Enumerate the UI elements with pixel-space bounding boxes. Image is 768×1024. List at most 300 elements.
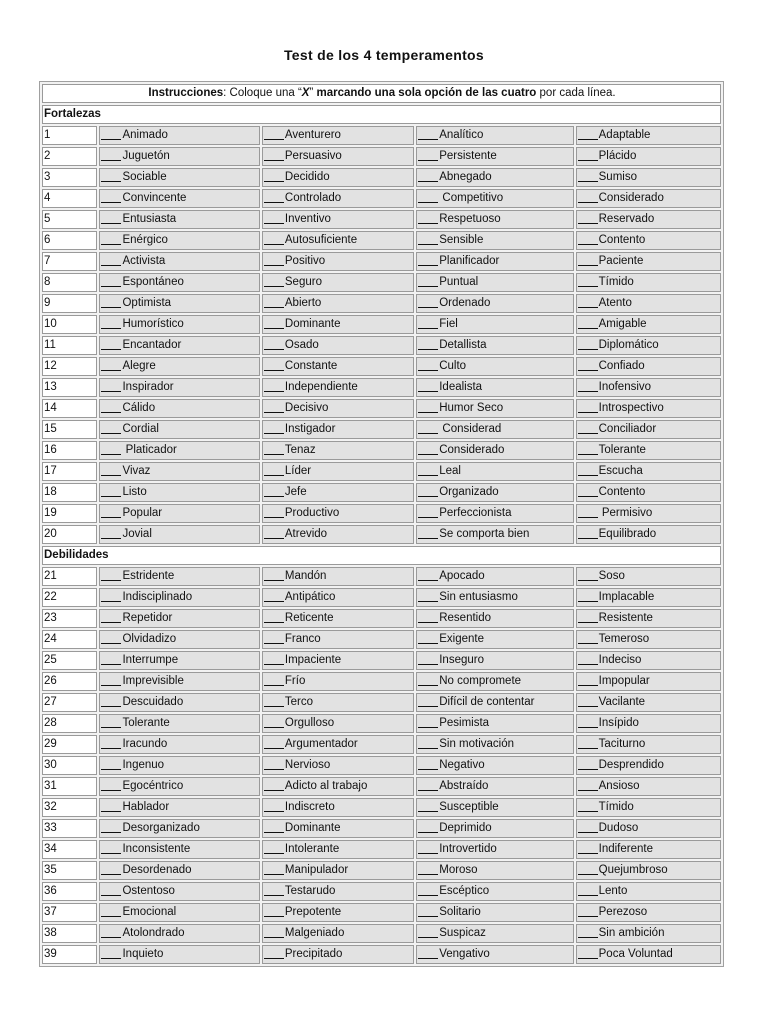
answer-blank[interactable] — [578, 757, 598, 770]
option-cell[interactable] — [576, 672, 721, 691]
option-cell[interactable] — [262, 315, 414, 334]
answer-blank[interactable] — [101, 253, 121, 266]
option-cell[interactable] — [576, 714, 721, 733]
option-cell[interactable] — [576, 588, 721, 607]
answer-blank[interactable] — [418, 610, 438, 623]
answer-blank[interactable] — [578, 484, 598, 497]
option-cell[interactable] — [576, 693, 721, 712]
answer-blank[interactable] — [418, 904, 438, 917]
answer-blank[interactable] — [578, 715, 598, 728]
answer-blank[interactable] — [578, 232, 598, 245]
answer-blank[interactable] — [264, 904, 284, 917]
option-cell[interactable] — [416, 588, 573, 607]
option-cell[interactable] — [99, 147, 259, 166]
option-cell[interactable] — [99, 924, 259, 943]
answer-blank[interactable] — [578, 925, 598, 938]
option-cell[interactable] — [262, 567, 414, 586]
option-cell[interactable] — [99, 840, 259, 859]
option-cell[interactable] — [416, 609, 573, 628]
option-cell[interactable] — [262, 357, 414, 376]
option-cell[interactable] — [99, 630, 259, 649]
answer-blank[interactable] — [418, 799, 438, 812]
option-cell[interactable] — [576, 420, 721, 439]
answer-blank[interactable] — [264, 358, 284, 371]
answer-blank[interactable] — [578, 463, 598, 476]
option-cell[interactable] — [99, 819, 259, 838]
answer-blank[interactable] — [101, 421, 121, 434]
option-cell[interactable] — [576, 252, 721, 271]
option-cell[interactable] — [576, 462, 721, 481]
option-cell[interactable] — [99, 483, 259, 502]
answer-blank[interactable] — [418, 232, 438, 245]
option-cell[interactable] — [99, 441, 259, 460]
option-cell[interactable] — [99, 945, 259, 964]
option-cell[interactable] — [262, 840, 414, 859]
option-cell[interactable] — [576, 231, 721, 250]
answer-blank[interactable] — [578, 652, 598, 665]
answer-blank[interactable] — [418, 694, 438, 707]
option-cell[interactable] — [576, 147, 721, 166]
option-cell[interactable] — [262, 651, 414, 670]
option-cell[interactable] — [416, 315, 573, 334]
option-cell[interactable] — [576, 126, 721, 145]
answer-blank[interactable] — [418, 841, 438, 854]
option-cell[interactable] — [416, 651, 573, 670]
option-cell[interactable] — [416, 231, 573, 250]
answer-blank[interactable] — [264, 211, 284, 224]
answer-blank[interactable] — [101, 631, 121, 644]
answer-blank[interactable] — [578, 694, 598, 707]
option-cell[interactable] — [99, 294, 259, 313]
option-cell[interactable] — [99, 336, 259, 355]
answer-blank[interactable] — [264, 925, 284, 938]
option-cell[interactable] — [262, 861, 414, 880]
answer-blank[interactable] — [101, 883, 121, 896]
answer-blank[interactable] — [418, 337, 438, 350]
option-cell[interactable] — [262, 609, 414, 628]
option-cell[interactable] — [576, 357, 721, 376]
answer-blank[interactable] — [578, 883, 598, 896]
answer-blank[interactable] — [264, 127, 284, 140]
option-cell[interactable] — [576, 525, 721, 544]
option-cell[interactable] — [576, 483, 721, 502]
option-cell[interactable] — [576, 903, 721, 922]
answer-blank[interactable] — [418, 652, 438, 665]
option-cell[interactable] — [99, 882, 259, 901]
answer-blank[interactable] — [418, 169, 438, 182]
option-cell[interactable] — [99, 525, 259, 544]
answer-blank[interactable] — [418, 211, 438, 224]
answer-blank[interactable] — [418, 862, 438, 875]
option-cell[interactable] — [262, 231, 414, 250]
answer-blank[interactable] — [101, 316, 121, 329]
answer-blank[interactable] — [418, 379, 438, 392]
answer-blank[interactable] — [418, 316, 438, 329]
answer-blank[interactable] — [101, 505, 121, 518]
answer-blank[interactable] — [578, 421, 598, 434]
answer-blank[interactable] — [418, 568, 438, 581]
answer-blank[interactable] — [101, 757, 121, 770]
answer-blank[interactable] — [418, 946, 438, 959]
option-cell[interactable] — [262, 756, 414, 775]
answer-blank[interactable] — [578, 400, 598, 413]
option-cell[interactable] — [99, 462, 259, 481]
answer-blank[interactable] — [578, 379, 598, 392]
answer-blank[interactable] — [264, 568, 284, 581]
answer-blank[interactable] — [101, 715, 121, 728]
answer-blank[interactable] — [418, 295, 438, 308]
answer-blank[interactable] — [418, 715, 438, 728]
option-cell[interactable] — [416, 525, 573, 544]
option-cell[interactable] — [99, 378, 259, 397]
answer-blank[interactable] — [264, 442, 284, 455]
option-cell[interactable] — [99, 651, 259, 670]
option-cell[interactable] — [262, 588, 414, 607]
option-cell[interactable] — [576, 819, 721, 838]
option-cell[interactable] — [416, 840, 573, 859]
option-cell[interactable] — [262, 168, 414, 187]
answer-blank[interactable] — [578, 295, 598, 308]
answer-blank[interactable] — [578, 610, 598, 623]
answer-blank[interactable] — [578, 862, 598, 875]
option-cell[interactable] — [99, 714, 259, 733]
option-cell[interactable] — [576, 294, 721, 313]
answer-blank[interactable] — [418, 778, 438, 791]
option-cell[interactable] — [416, 399, 573, 418]
answer-blank[interactable] — [264, 694, 284, 707]
answer-blank[interactable] — [264, 232, 284, 245]
option-cell[interactable] — [262, 126, 414, 145]
answer-blank[interactable] — [418, 463, 438, 476]
option-cell[interactable] — [99, 567, 259, 586]
answer-blank[interactable] — [418, 631, 438, 644]
answer-blank[interactable] — [264, 337, 284, 350]
option-cell[interactable] — [99, 315, 259, 334]
answer-blank[interactable] — [101, 190, 121, 203]
answer-blank[interactable] — [264, 778, 284, 791]
answer-blank[interactable] — [578, 274, 598, 287]
answer-blank[interactable] — [101, 127, 121, 140]
option-cell[interactable] — [416, 294, 573, 313]
answer-blank[interactable] — [101, 673, 121, 686]
option-cell[interactable] — [99, 504, 259, 523]
answer-blank[interactable] — [101, 169, 121, 182]
option-cell[interactable] — [99, 777, 259, 796]
answer-blank[interactable] — [101, 820, 121, 833]
option-cell[interactable] — [416, 903, 573, 922]
answer-blank[interactable] — [264, 190, 284, 203]
option-cell[interactable] — [416, 273, 573, 292]
option-cell[interactable] — [416, 210, 573, 229]
option-cell[interactable] — [262, 273, 414, 292]
option-cell[interactable] — [99, 420, 259, 439]
answer-blank[interactable] — [264, 652, 284, 665]
option-cell[interactable] — [576, 840, 721, 859]
option-cell[interactable] — [416, 189, 573, 208]
option-cell[interactable] — [576, 735, 721, 754]
option-cell[interactable] — [262, 399, 414, 418]
answer-blank[interactable] — [264, 862, 284, 875]
answer-blank[interactable] — [264, 463, 284, 476]
option-cell[interactable] — [99, 399, 259, 418]
option-cell[interactable] — [262, 483, 414, 502]
answer-blank[interactable] — [418, 274, 438, 287]
option-cell[interactable] — [416, 798, 573, 817]
option-cell[interactable] — [262, 882, 414, 901]
answer-blank[interactable] — [578, 148, 598, 161]
option-cell[interactable] — [416, 462, 573, 481]
answer-blank[interactable] — [264, 736, 284, 749]
option-cell[interactable] — [576, 777, 721, 796]
answer-blank[interactable] — [264, 484, 284, 497]
answer-blank[interactable] — [578, 169, 598, 182]
answer-blank[interactable] — [101, 211, 121, 224]
answer-blank[interactable] — [101, 862, 121, 875]
option-cell[interactable] — [99, 693, 259, 712]
option-cell[interactable] — [576, 945, 721, 964]
answer-blank[interactable] — [101, 232, 121, 245]
option-cell[interactable] — [576, 504, 721, 523]
answer-blank[interactable] — [101, 400, 121, 413]
option-cell[interactable] — [99, 273, 259, 292]
answer-blank[interactable] — [418, 484, 438, 497]
option-cell[interactable] — [99, 903, 259, 922]
option-cell[interactable] — [99, 798, 259, 817]
option-cell[interactable] — [99, 126, 259, 145]
answer-blank[interactable] — [418, 589, 438, 602]
option-cell[interactable] — [262, 441, 414, 460]
option-cell[interactable] — [576, 651, 721, 670]
option-cell[interactable] — [576, 315, 721, 334]
answer-blank[interactable] — [264, 274, 284, 287]
answer-blank[interactable] — [578, 337, 598, 350]
option-cell[interactable] — [576, 861, 721, 880]
answer-blank[interactable] — [418, 190, 438, 203]
option-cell[interactable] — [416, 672, 573, 691]
answer-blank[interactable] — [101, 589, 121, 602]
option-cell[interactable] — [99, 357, 259, 376]
answer-blank[interactable] — [101, 568, 121, 581]
answer-blank[interactable] — [578, 946, 598, 959]
answer-blank[interactable] — [264, 946, 284, 959]
answer-blank[interactable] — [264, 316, 284, 329]
answer-blank[interactable] — [264, 715, 284, 728]
option-cell[interactable] — [416, 504, 573, 523]
option-cell[interactable] — [416, 924, 573, 943]
answer-blank[interactable] — [578, 211, 598, 224]
answer-blank[interactable] — [578, 841, 598, 854]
answer-blank[interactable] — [101, 484, 121, 497]
answer-blank[interactable] — [264, 673, 284, 686]
answer-blank[interactable] — [264, 841, 284, 854]
answer-blank[interactable] — [101, 274, 121, 287]
option-cell[interactable] — [416, 777, 573, 796]
option-cell[interactable] — [99, 588, 259, 607]
answer-blank[interactable] — [101, 925, 121, 938]
option-cell[interactable] — [416, 567, 573, 586]
option-cell[interactable] — [262, 903, 414, 922]
answer-blank[interactable] — [418, 253, 438, 266]
answer-blank[interactable] — [578, 190, 598, 203]
option-cell[interactable] — [576, 882, 721, 901]
answer-blank[interactable] — [264, 631, 284, 644]
answer-blank[interactable] — [578, 673, 598, 686]
option-cell[interactable] — [262, 945, 414, 964]
option-cell[interactable] — [576, 210, 721, 229]
option-cell[interactable] — [416, 420, 573, 439]
option-cell[interactable] — [576, 378, 721, 397]
option-cell[interactable] — [576, 189, 721, 208]
answer-blank[interactable] — [264, 610, 284, 623]
answer-blank[interactable] — [578, 778, 598, 791]
answer-blank[interactable] — [578, 316, 598, 329]
answer-blank[interactable] — [264, 589, 284, 602]
answer-blank[interactable] — [101, 148, 121, 161]
option-cell[interactable] — [99, 756, 259, 775]
option-cell[interactable] — [262, 252, 414, 271]
answer-blank[interactable] — [578, 253, 598, 266]
answer-blank[interactable] — [578, 820, 598, 833]
answer-blank[interactable] — [578, 736, 598, 749]
option-cell[interactable] — [262, 924, 414, 943]
option-cell[interactable] — [576, 798, 721, 817]
option-cell[interactable] — [99, 609, 259, 628]
answer-blank[interactable] — [264, 799, 284, 812]
option-cell[interactable] — [262, 735, 414, 754]
answer-blank[interactable] — [264, 253, 284, 266]
option-cell[interactable] — [99, 231, 259, 250]
option-cell[interactable] — [416, 126, 573, 145]
option-cell[interactable] — [416, 483, 573, 502]
option-cell[interactable] — [416, 357, 573, 376]
option-cell[interactable] — [416, 252, 573, 271]
option-cell[interactable] — [416, 735, 573, 754]
answer-blank[interactable] — [264, 379, 284, 392]
answer-blank[interactable] — [578, 442, 598, 455]
answer-blank[interactable] — [264, 148, 284, 161]
answer-blank[interactable] — [101, 841, 121, 854]
answer-blank[interactable] — [101, 736, 121, 749]
option-cell[interactable] — [262, 504, 414, 523]
option-cell[interactable] — [416, 378, 573, 397]
answer-blank[interactable] — [101, 652, 121, 665]
option-cell[interactable] — [416, 630, 573, 649]
answer-blank[interactable] — [578, 526, 598, 539]
answer-blank[interactable] — [418, 442, 438, 455]
answer-blank[interactable] — [264, 883, 284, 896]
option-cell[interactable] — [416, 168, 573, 187]
option-cell[interactable] — [262, 336, 414, 355]
option-cell[interactable] — [576, 924, 721, 943]
answer-blank[interactable] — [418, 673, 438, 686]
answer-blank[interactable] — [578, 358, 598, 371]
answer-blank[interactable] — [578, 127, 598, 140]
answer-blank[interactable] — [101, 946, 121, 959]
answer-blank[interactable] — [101, 778, 121, 791]
answer-blank[interactable] — [578, 799, 598, 812]
option-cell[interactable] — [99, 735, 259, 754]
option-cell[interactable] — [262, 714, 414, 733]
answer-blank[interactable] — [578, 568, 598, 581]
answer-blank[interactable] — [264, 820, 284, 833]
answer-blank[interactable] — [101, 337, 121, 350]
option-cell[interactable] — [99, 861, 259, 880]
answer-blank[interactable] — [418, 820, 438, 833]
option-cell[interactable] — [576, 273, 721, 292]
option-cell[interactable] — [576, 336, 721, 355]
option-cell[interactable] — [576, 399, 721, 418]
answer-blank[interactable] — [101, 610, 121, 623]
option-cell[interactable] — [576, 441, 721, 460]
option-cell[interactable] — [262, 672, 414, 691]
option-cell[interactable] — [576, 168, 721, 187]
option-cell[interactable] — [576, 630, 721, 649]
answer-blank[interactable] — [264, 526, 284, 539]
answer-blank[interactable] — [264, 169, 284, 182]
answer-blank[interactable] — [418, 127, 438, 140]
option-cell[interactable] — [99, 210, 259, 229]
answer-blank[interactable] — [101, 358, 121, 371]
option-cell[interactable] — [416, 945, 573, 964]
answer-blank[interactable] — [418, 925, 438, 938]
answer-blank[interactable] — [264, 757, 284, 770]
answer-blank[interactable] — [418, 526, 438, 539]
answer-blank[interactable] — [264, 400, 284, 413]
answer-blank[interactable] — [101, 694, 121, 707]
answer-blank[interactable] — [418, 505, 438, 518]
option-cell[interactable] — [416, 882, 573, 901]
answer-blank[interactable] — [101, 379, 121, 392]
option-cell[interactable] — [262, 798, 414, 817]
option-cell[interactable] — [262, 462, 414, 481]
option-cell[interactable] — [262, 819, 414, 838]
option-cell[interactable] — [416, 336, 573, 355]
option-cell[interactable] — [416, 714, 573, 733]
answer-blank[interactable] — [101, 526, 121, 539]
answer-blank[interactable] — [101, 442, 121, 455]
option-cell[interactable] — [262, 147, 414, 166]
option-cell[interactable] — [262, 294, 414, 313]
option-cell[interactable] — [262, 777, 414, 796]
answer-blank[interactable] — [418, 883, 438, 896]
option-cell[interactable] — [416, 861, 573, 880]
answer-blank[interactable] — [418, 757, 438, 770]
option-cell[interactable] — [99, 168, 259, 187]
answer-blank[interactable] — [418, 148, 438, 161]
answer-blank[interactable] — [101, 463, 121, 476]
option-cell[interactable] — [262, 630, 414, 649]
answer-blank[interactable] — [418, 421, 438, 434]
option-cell[interactable] — [262, 378, 414, 397]
answer-blank[interactable] — [578, 631, 598, 644]
option-cell[interactable] — [576, 756, 721, 775]
option-cell[interactable] — [416, 441, 573, 460]
answer-blank[interactable] — [578, 505, 598, 518]
answer-blank[interactable] — [264, 505, 284, 518]
answer-blank[interactable] — [264, 421, 284, 434]
option-cell[interactable] — [416, 756, 573, 775]
option-cell[interactable] — [99, 672, 259, 691]
option-cell[interactable] — [262, 189, 414, 208]
option-cell[interactable] — [99, 252, 259, 271]
option-cell[interactable] — [416, 693, 573, 712]
answer-blank[interactable] — [578, 589, 598, 602]
answer-blank[interactable] — [101, 295, 121, 308]
option-cell[interactable] — [262, 525, 414, 544]
answer-blank[interactable] — [418, 358, 438, 371]
option-cell[interactable] — [416, 147, 573, 166]
answer-blank[interactable] — [101, 799, 121, 812]
